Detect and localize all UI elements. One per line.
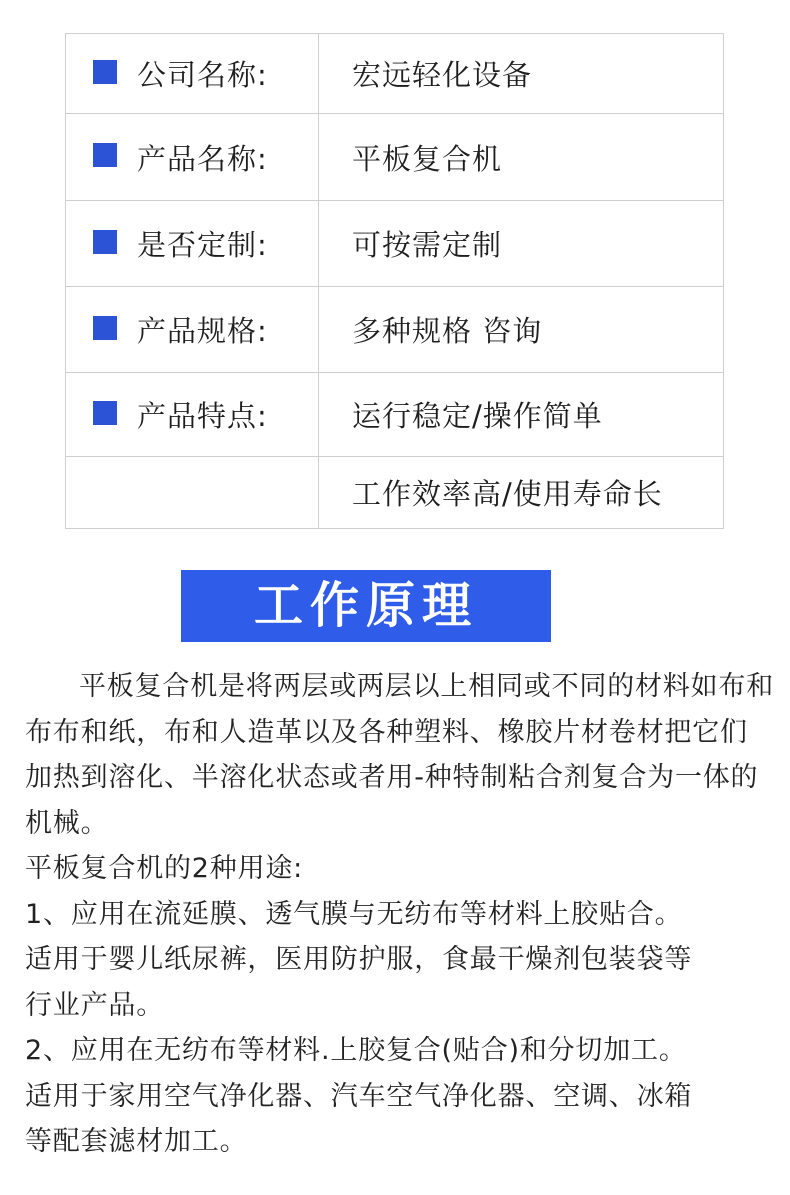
spec-row-features-continued <box>66 457 724 529</box>
spec-row-features <box>66 373 724 457</box>
spec-label-cell <box>66 373 319 457</box>
spec-label: 产品特点: <box>137 399 268 433</box>
square-bullet-icon <box>93 60 117 84</box>
spec-row-customizable <box>66 201 724 287</box>
use-1-detail-line: 适用于婴儿纸尿裤，医用防护服，食最干燥剂包装袋等 <box>25 944 693 975</box>
spec-value: 宏远轻化设备 <box>319 34 724 114</box>
spec-value: 多种规格 咨询 <box>319 287 724 373</box>
use-1-line: 1、应用在流延膜、透气膜与无纺布等材料上胶贴合。 <box>25 898 683 930</box>
spec-label-cell <box>66 287 319 373</box>
square-bullet-icon <box>93 230 117 254</box>
description-block <box>25 664 775 1165</box>
use-2-detail-line: 适用于家用空气净化器、汽车空气净化器、空调、冰箱 <box>25 1080 693 1112</box>
spec-label: 产品规格: <box>137 314 268 348</box>
spec-value: 可按需定制 <box>319 201 724 287</box>
uses-heading: 平板复合机的2种用途: <box>25 853 304 884</box>
use-2-detail-line: 等配套滤材加工。 <box>25 1126 248 1157</box>
spec-row-product-name <box>66 114 724 201</box>
spec-row-specs <box>66 287 724 373</box>
spec-label-cell-empty <box>66 457 319 529</box>
use-1-detail-line: 行业产品。 <box>25 989 164 1021</box>
spec-label-cell <box>66 34 319 114</box>
intro-paragraph: 平板复合机是将两层或两层以上相同或不同的材料如布和布布和纸，布和人造革以及各种塑料、橡胶片材卷材把它们加热到溶化、半溶化状态或者用-种特制粘合剂复合为一体的机械。 <box>25 671 774 839</box>
square-bullet-icon <box>93 316 117 340</box>
spec-label-cell <box>66 201 319 287</box>
spec-label: 公司名称: <box>137 58 268 92</box>
spec-value: 平板复合机 <box>319 114 724 201</box>
square-bullet-icon <box>93 143 117 167</box>
section-title-banner: 工作原理 <box>181 570 551 642</box>
square-bullet-icon <box>93 401 117 425</box>
spec-label-cell <box>66 114 319 201</box>
spec-value: 运行稳定/操作简单 <box>319 373 724 457</box>
spec-row-company <box>66 34 724 114</box>
spec-label: 是否定制: <box>137 228 268 262</box>
use-2-line: 2、应用在无纺布等材料.上胶复合(贴合)和分切加工。 <box>25 1035 687 1066</box>
spec-table <box>65 33 724 529</box>
spec-value: 工作效率高/使用寿命长 <box>319 457 724 529</box>
spec-label: 产品名称: <box>137 141 268 176</box>
